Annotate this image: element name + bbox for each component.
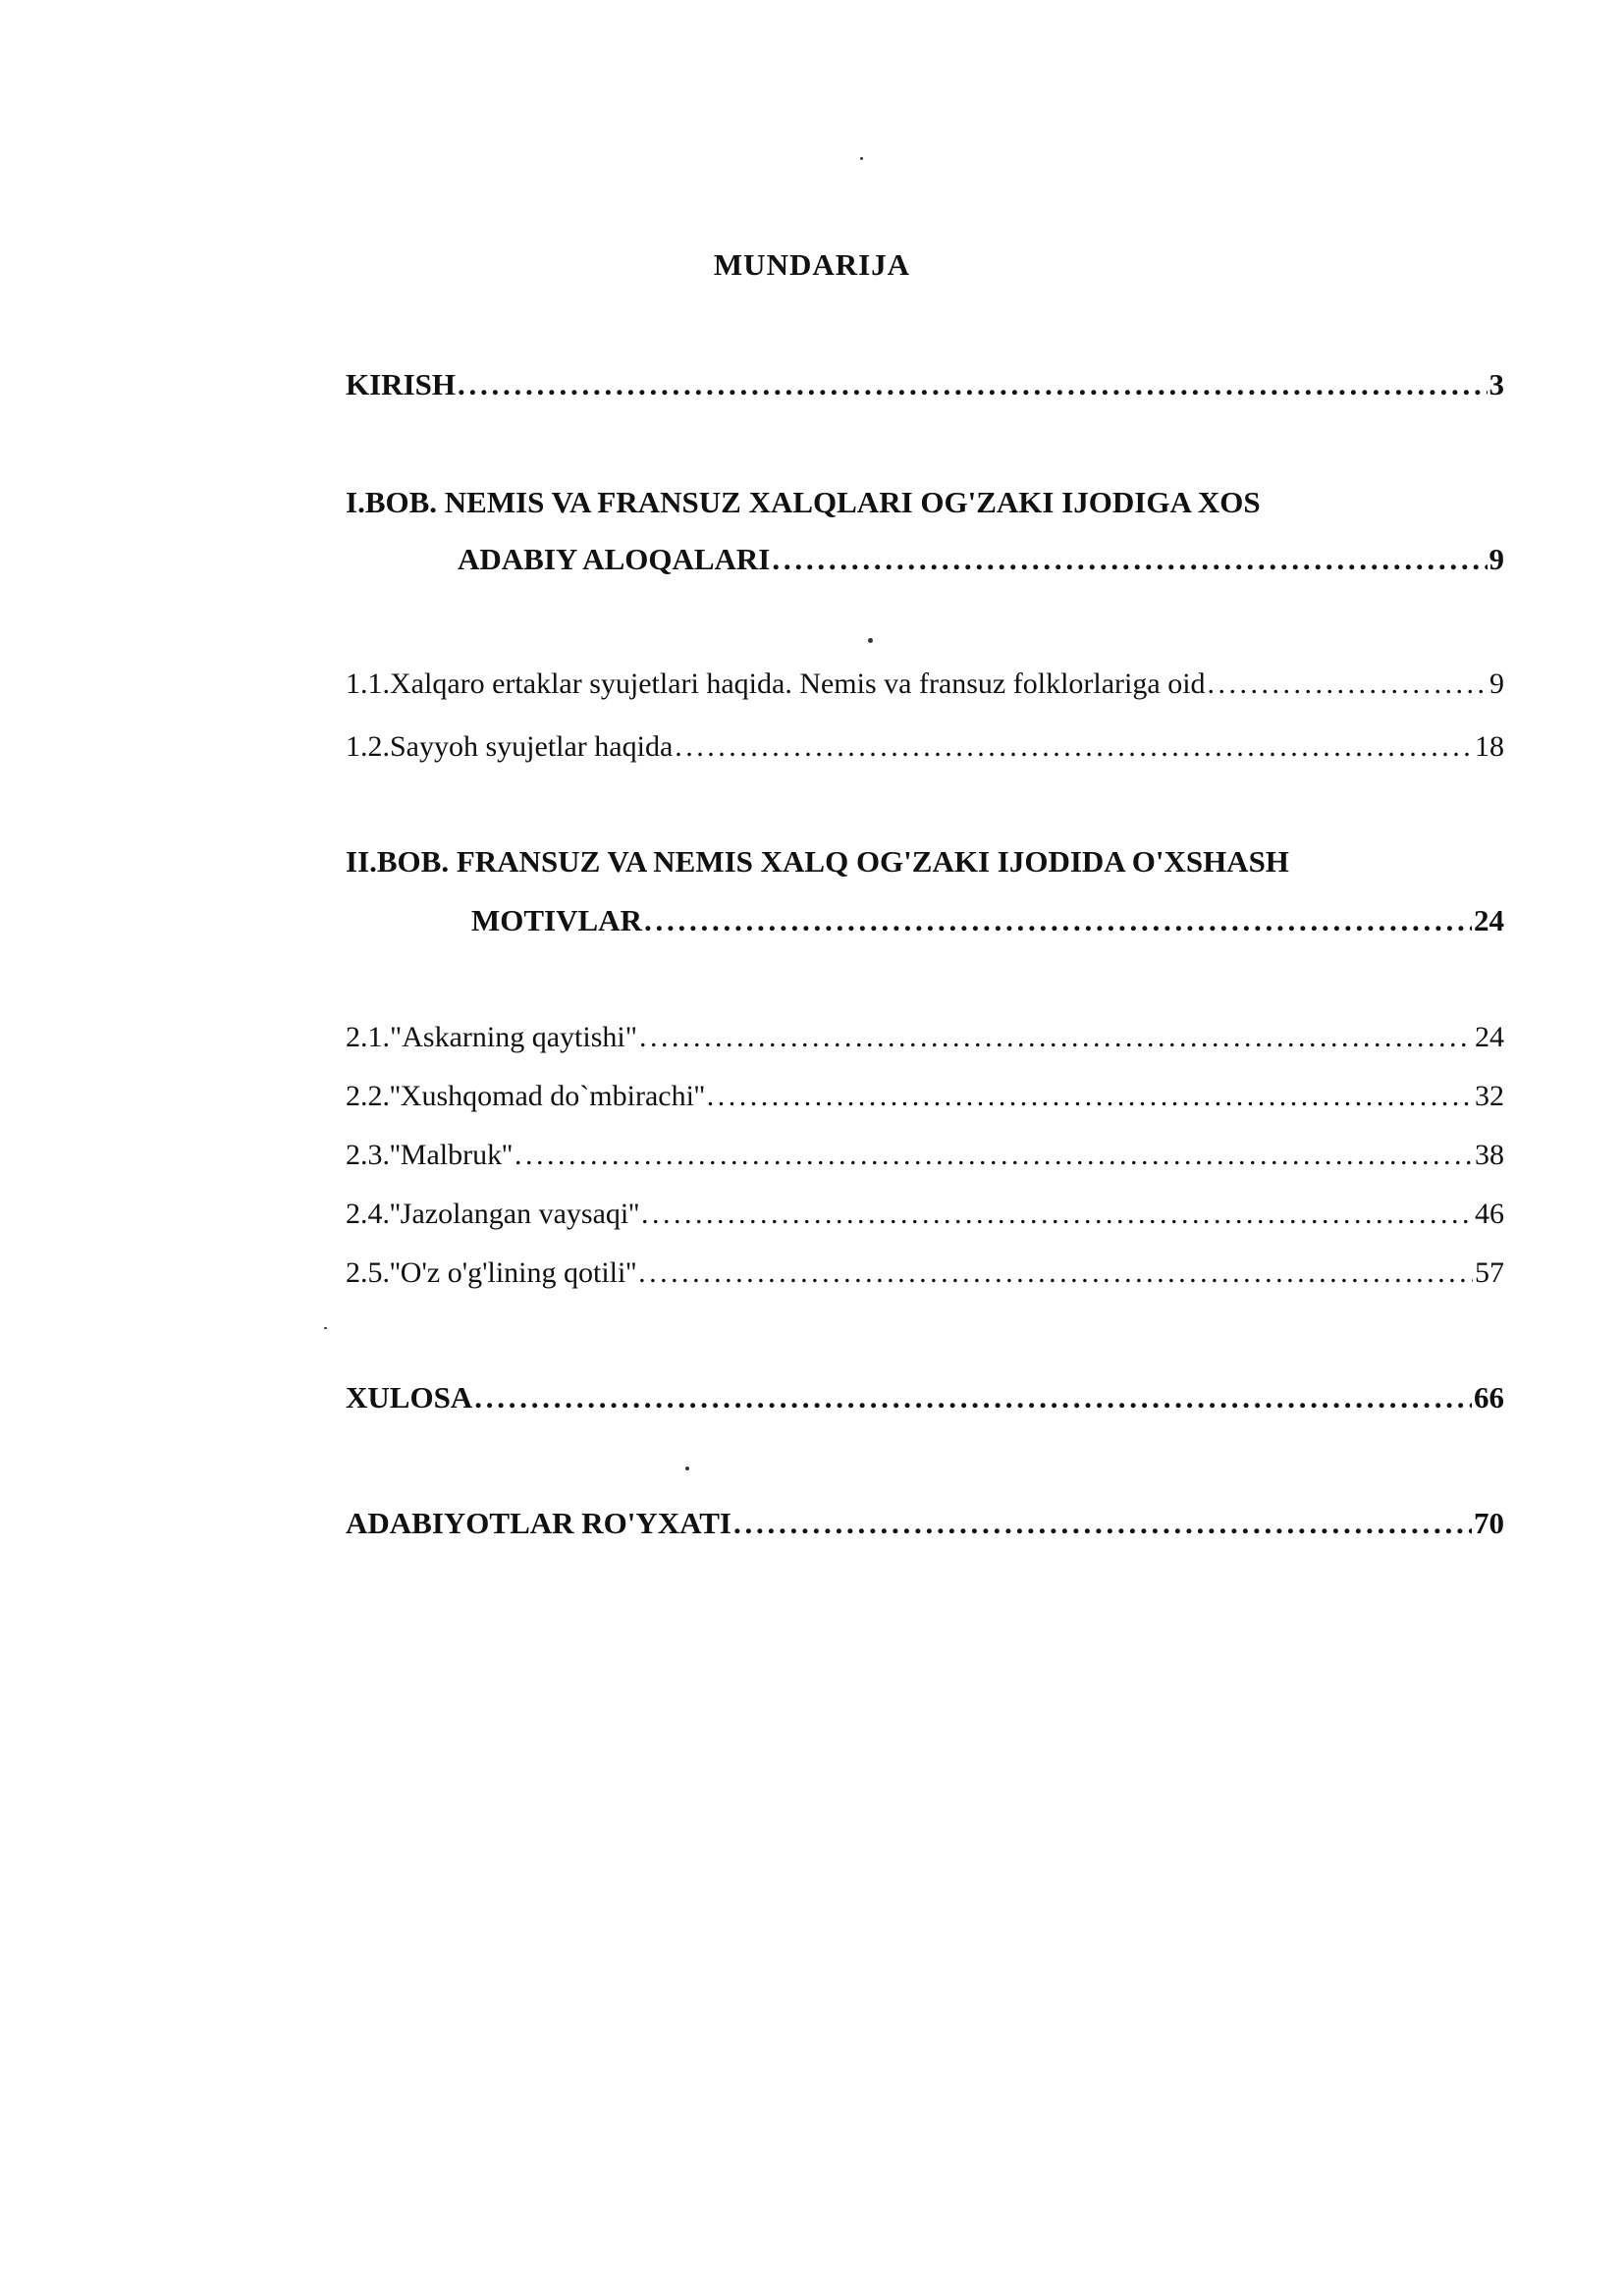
chapter2-heading: II.BOB. FRANSUZ VA NEMIS XALQ OG'ZAKI IJODIDA O'XSHASH	[346, 844, 1289, 879]
toc-entry-page: 24	[1475, 1021, 1504, 1053]
toc-entry-label: 2.5.''O'z o'g'lining qotili''	[346, 1256, 637, 1289]
toc-entry-page: 38	[1475, 1139, 1504, 1171]
toc-entry-conclusion	[346, 1380, 1504, 1415]
toc-entry-page: 18	[1475, 730, 1504, 763]
dot-leader	[639, 1021, 1473, 1054]
toc-entry-section-2-5	[346, 1256, 1504, 1290]
dot-leader	[474, 1380, 1472, 1415]
chapter1-heading: I.BOB. NEMIS VA FRANSUZ XALQLARI OG'ZAKI IJODIGA XOS	[346, 485, 1261, 519]
toc-entry-label: XULOSA	[346, 1380, 473, 1415]
toc-title: MUNDARIJA	[713, 247, 911, 282]
toc-entry-chapter1	[458, 542, 1504, 577]
toc-entry-label: MOTIVLAR	[471, 903, 642, 937]
toc-entry-section-2-2	[346, 1080, 1504, 1113]
dot-leader	[772, 542, 1487, 577]
dot-leader	[707, 1080, 1473, 1113]
dot-leader	[638, 1256, 1473, 1290]
toc-entry-section-2-3	[346, 1139, 1504, 1172]
toc-entry-chapter2	[471, 903, 1504, 938]
toc-entry-page: 32	[1475, 1080, 1504, 1112]
dot-leader	[1208, 667, 1488, 701]
toc-entry-page: 24	[1474, 903, 1504, 937]
toc-entry-page: 9	[1489, 542, 1504, 576]
toc-entry-label: 2.4.''Jazolangan vaysaqi''	[346, 1198, 640, 1230]
toc-entry-page: 9	[1489, 667, 1504, 700]
scan-speck	[868, 638, 873, 643]
toc-entry-label: 2.1."Askarning qaytishi"	[346, 1021, 637, 1053]
toc-entry-page: 70	[1474, 1506, 1504, 1540]
toc-entry-label: 1.2.Sayyoh syujetlar haqida	[346, 730, 674, 763]
scan-speck	[324, 1327, 327, 1329]
toc-entry-page: 66	[1474, 1380, 1504, 1415]
toc-entry-section-2-1	[346, 1021, 1504, 1054]
dot-leader	[458, 367, 1488, 402]
scan-speck	[860, 157, 863, 160]
dot-leader	[675, 730, 1473, 764]
toc-entry-label: ADABIY ALOQALARI	[458, 542, 771, 576]
scan-speck	[685, 1467, 689, 1470]
dot-leader	[644, 903, 1472, 938]
toc-entry-section-1-1	[346, 667, 1504, 701]
toc-entry-label: ADABIYOTLAR RO'YXATI	[346, 1506, 731, 1540]
toc-entry-references	[346, 1506, 1504, 1541]
toc-entry-label: 2.2.''Xushqomad do`mbirachi''	[346, 1080, 705, 1112]
toc-entry-section-1-2	[346, 730, 1504, 764]
toc-entry-page: 46	[1475, 1198, 1504, 1230]
dot-leader	[733, 1506, 1472, 1541]
toc-entry-page: 3	[1489, 367, 1504, 401]
toc-entry-intro	[346, 367, 1504, 402]
toc-entry-label: 2.3.''Malbruk''	[346, 1139, 513, 1171]
dot-leader	[641, 1198, 1473, 1231]
toc-entry-section-2-4	[346, 1198, 1504, 1231]
toc-entry-label: 1.1.Xalqaro ertaklar syujetlari haqida. Nemis va fransuz folklorlariga oid	[346, 667, 1206, 700]
toc-entry-page: 57	[1475, 1256, 1504, 1289]
toc-entry-label: KIRISH	[346, 367, 456, 401]
dot-leader	[514, 1139, 1473, 1172]
